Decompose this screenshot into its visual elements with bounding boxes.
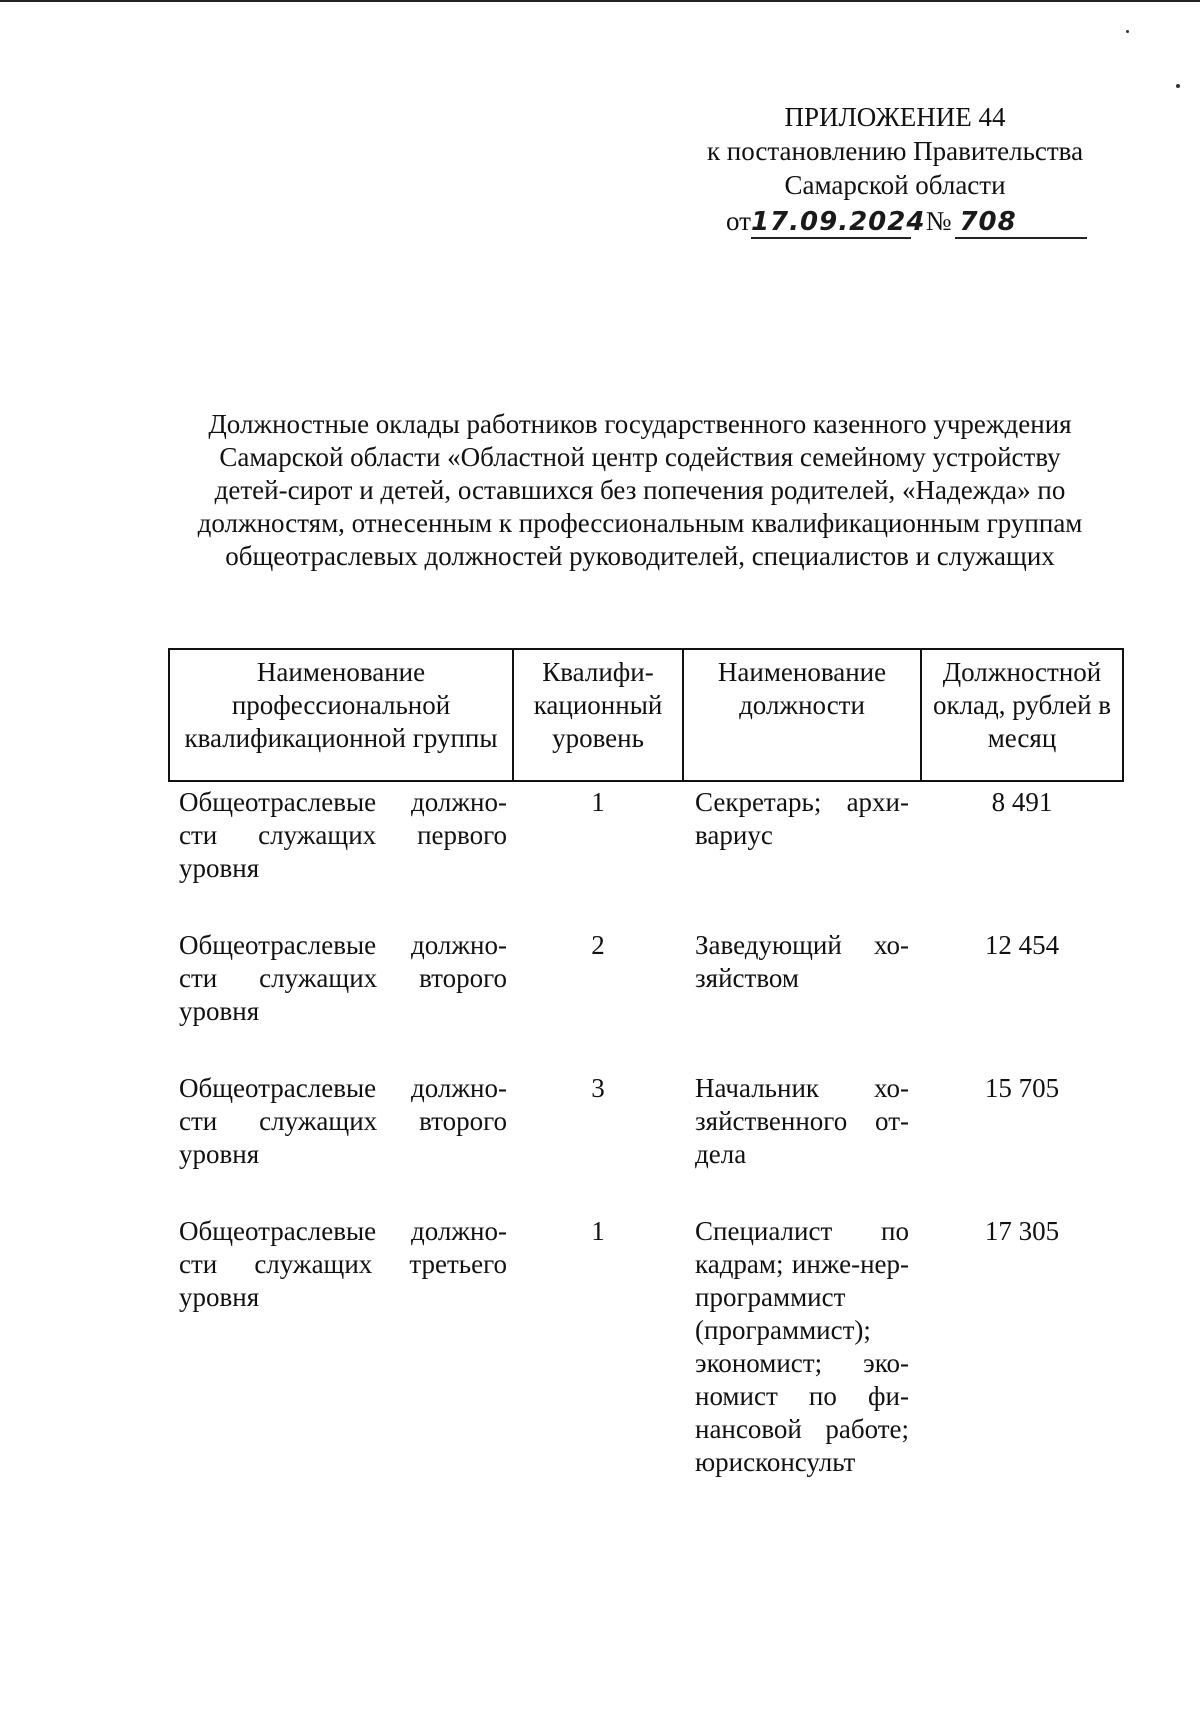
cell-group: Общеотраслевые должно-сти служащих второго уровня: [179, 930, 507, 1026]
appendix-region-line: Самарской области: [784, 170, 1006, 200]
cell-salary: 17 305: [984, 1216, 1060, 1246]
title-line: Самарской области «Областной центр содействия семейному устройству: [219, 442, 1061, 472]
cell-group: Общеотраслевые должно-сти служащих первого уровня: [179, 787, 507, 883]
cell-salary: 12 454: [984, 930, 1060, 960]
header-group: Наименование профессиональной квалификационной группы: [169, 649, 513, 781]
cell-salary: 15 705: [984, 1073, 1060, 1103]
cell-salary: 8 491: [991, 787, 1053, 817]
header-level: Квалифи-кационный уровень: [513, 649, 683, 781]
cell-level: 1: [591, 1216, 605, 1246]
table-header-row: [169, 649, 1123, 781]
cell-position: Секретарь; архи-вариус: [695, 787, 909, 850]
appendix-header: [640, 100, 1150, 239]
title-line: детей-сирот и детей, оставшихся без попечения родителей, «Надежда» по: [214, 475, 1066, 505]
cell-group: Общеотраслевые должно-сти служащих третьего уровня: [179, 1216, 507, 1312]
number-sign: №: [925, 206, 952, 236]
title-line: Должностные оклады работников государственного казенного учреждения: [208, 409, 1072, 439]
title-line: должностям, отнесенным к профессиональным квалификационным группам: [197, 508, 1083, 538]
cell-level: 1: [591, 787, 605, 817]
cell-level: 3: [591, 1073, 605, 1103]
handwritten-number: 708: [955, 207, 1087, 239]
scan-speck: [1176, 84, 1180, 88]
salary-table: [168, 648, 1124, 1523]
handwritten-date: 17.09.2024: [750, 207, 926, 237]
scan-speck: [1126, 30, 1129, 33]
cell-position: Начальник хо-зяйственного от-дела: [695, 1073, 909, 1169]
cell-position: Заведующий хо-зяйством: [695, 930, 909, 993]
scan-top-edge: [0, 0, 1200, 2]
header-position: Наименование должности: [683, 649, 921, 781]
table-row: [169, 1072, 1123, 1215]
table-row: [169, 781, 1123, 929]
cell-position: Специалист по кадрам; инже-нер-программист (программист); экономист; эко-номист по фи-нансовой работе; юрисконсульт: [695, 1216, 909, 1477]
table-row: [169, 929, 1123, 1072]
cell-group: Общеотраслевые должно-сти служащих второго уровня: [179, 1073, 507, 1169]
title-line: общеотраслевых должностей руководителей, специалистов и служащих: [225, 541, 1055, 571]
header-salary: Должностной оклад, рублей в месяц: [921, 649, 1123, 781]
appendix-title: ПРИЛОЖЕНИЕ 44: [784, 102, 1006, 132]
appendix-date-number-line: [640, 204, 1150, 239]
appendix-decree-line: к постановлению Правительства: [706, 136, 1084, 166]
document-title: [150, 408, 1130, 573]
date-prefix: от: [726, 206, 751, 236]
cell-level: 2: [591, 930, 605, 960]
table-row: [169, 1215, 1123, 1523]
